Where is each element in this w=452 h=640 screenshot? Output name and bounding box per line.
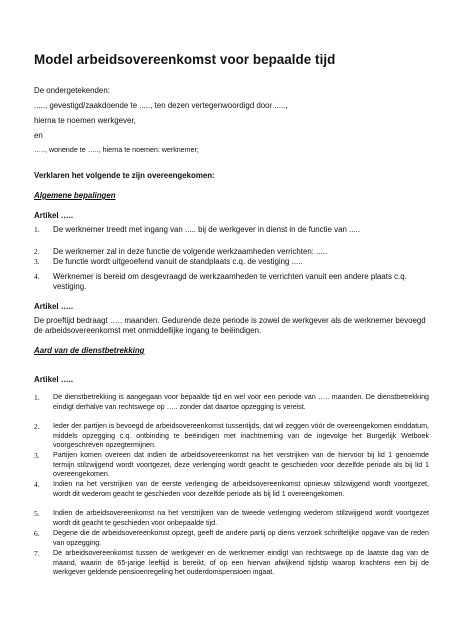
list-text: Werknemer is bereid om desgevraagd de werkzaamheden te verrichten vanuit een andere plaats c.q. vestiging. [53,272,407,291]
agreement-declaration: Verklaren het volgende te zijn overeengekomen: [34,171,215,180]
list-number: 2. [34,247,40,256]
list-number: 2. [34,422,40,431]
document-title: Model arbeidsovereenkomst voor bepaalde tijd [34,52,336,67]
section-heading-employment: Aard van de dienstbetrekking [34,346,145,355]
employee-line: ….., wonende te ….., hierna te noemen: werknemer; [34,146,199,154]
list-number: 6. [34,529,40,538]
article-title: Artikel ….. [34,211,74,220]
probation-paragraph: De proeftijd bedraagt ….. maanden. Gedurende deze periode is zowel de werkgever als de werknemer bevoegd de arbeidsovereenkomst met onmiddellijke ingang te beëindigen. [34,316,426,335]
list-item [34,549,430,587]
list-item [34,509,430,528]
section-heading-general: Algemene bepalingen [34,191,116,200]
list-text: De arbeidsovereenkomst tussen de werkgever en de werknemer eindigt van rechtswege op de laatste dag van de maand, waarin de 65-jarige leeftijd is bereikt, of op een hiervan afwijkend tijdstip waarop krachtens een bij de werkgever geldende pensioenregeling het ouderdomspensioen ingaat. [53,549,429,576]
and-word: en [34,131,43,140]
list-number: 4. [34,480,40,489]
list-text: De dienstbetrekking is aangegaan voor bepaalde tijd en wel voor een periode van ….. maanden. De dienstbetrekking eindigt derhalve van rechtswege op ….. zonder dat daartoe opzegging is vereist. [53,393,429,411]
list-text: Partijen komen overeen dat indien de arbeidsovereenkomst na het verstrijken van de hiervoor bij lid 1 genoemde termijn stilzwijgend wordt voortgezet, deze verlenging wordt geacht te geschieden voor dezelfde periode als bij lid 1 overeengekomen. [53,451,429,478]
list-number: 1. [34,393,40,402]
list-text: De werknemer zal in deze functie de volgende werkzaamheden verrichten: ..... [53,247,328,256]
list-text: Degene die de arbeidsovereenkomst opzegt, geeft de andere partij op diens verzoek schriftelijke opgave van de reden van opzegging. [53,529,429,547]
list-text: Indien de arbeidsovereenkomst na het verstrijken van de tweede verlenging wederom stilzwijgend wordt voortgezet wordt dit geacht te geschieden voor onbepaalde tijd. [53,509,429,527]
list-number: 7. [34,549,40,558]
article-title: Artikel ….. [34,375,74,384]
list-item [34,529,430,548]
list-item [34,480,430,508]
list-text: De werknemer treedt met ingang van ..... bij de werkgever in dienst in de functie van ..... [53,225,361,234]
list-item [34,247,430,257]
list-text: De functie wordt uitgeoefend vanuit de standplaats c.q. de vestiging ..... [53,257,303,266]
list-number: 4. [34,272,40,281]
list-text: Indien na het verstrijken van de eerste verlenging de arbeidsovereenkomst opnieuw stilzwijgend wordt voortgezet, wordt dit wederom geacht te geschieden voor dezelfde periode als bij lid 1 overeengekomen. [53,480,429,498]
list-text: Ieder der partijen is bevoegd de arbeidsovereenkomst tussentijds, dat wil zeggen vóór de overeengekomen einddatum, middels opzegging c.q. ontbinding te beëindigen met inachtneming van de ingevolge het Burgerlijk Wetboek voorgeschreven opzegtermijnen. [53,422,429,449]
list-number: 3. [34,451,40,460]
list-item [34,451,430,479]
list-item [34,225,430,245]
parties-intro: De ondergetekenden: [34,86,110,95]
list-item [34,393,430,421]
article-title: Artikel ….. [34,302,74,311]
list-item [34,257,430,267]
employer-label: hierna te noemen werkgever, [34,116,136,125]
list-item [34,272,430,292]
list-number: 3. [34,257,40,266]
list-item [34,422,430,450]
employer-line: ....., gevestigd/zaakdoende te ....., ten dezen vertegenwoordigd door ....., [34,101,288,110]
list-number: 1. [34,225,40,234]
list-number: 5. [34,509,40,518]
